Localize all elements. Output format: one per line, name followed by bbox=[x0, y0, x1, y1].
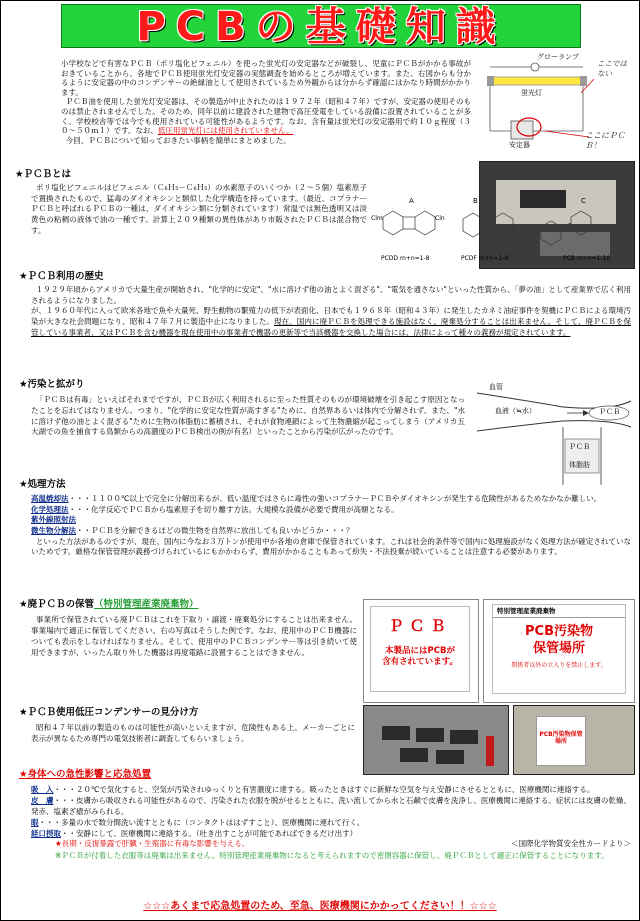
tube-end-right-icon bbox=[580, 76, 587, 86]
section-text-storage bbox=[31, 615, 357, 659]
treatment-term: 高温焼却法 bbox=[31, 494, 69, 503]
section-text-history bbox=[31, 285, 631, 338]
intro-paragraph bbox=[61, 59, 471, 145]
footer-warning: ☆☆☆あくまで応急処置のため、至急、医療機関にかかってください！！☆☆☆ bbox=[143, 901, 497, 912]
pcb-label-line2: 含有されています。 bbox=[382, 657, 458, 668]
page-title: PCBの基礎知識 bbox=[136, 4, 506, 50]
section-text-pcb bbox=[31, 183, 367, 236]
storage-heading: ★廃ＰＣＢの保管 bbox=[19, 599, 95, 610]
storage-sign-photo-text: PCB汚染物保管場所 bbox=[539, 731, 583, 746]
emergency-desc: ・・・２０℃で気化すると、空気が汚染されゆっくりと有害濃度に達する。吸ったときはすぐに新鮮な空気を与え安静にさせるとともに、医療機関に連絡する。 bbox=[53, 785, 595, 794]
history-text-2: が、１９６０年代に入って欧米各地で魚や大量死、野生動物の繁殖力の低下が表面化、日本でも１９６８年（昭和４３年）に発生したカネミ油症事件を契機にＰＣＢによる環境汚染が大きな社会問題になり、昭和４７年７月に製造中止になりました。 bbox=[31, 306, 631, 326]
emergency-term: 経口摂取 bbox=[31, 828, 61, 838]
pcb-vessel-label: ＰＣＢ bbox=[599, 408, 620, 416]
treatment-desc: ・・・化学反応でＰＣＢから塩素原子を切り離す方法。大規模な設備が必要で費用が高額となる。 bbox=[68, 504, 399, 514]
vessel-diagram-svg bbox=[471, 381, 635, 491]
emergency-item bbox=[31, 796, 631, 818]
emergency-desc: ・・安静にして、医療機関に連絡する。（吐き出すことが可能であればできるだけ出す） bbox=[61, 828, 358, 838]
pollution-text: 「ＰＣＢは有毒」といえばそれまでですが、ＰＣＢが広く利用されるに至った性質そのものが環境破壊を引き起こす原因となったことを忘れてはなりません。つまり、"化学的に安定な性質が高すぎる"ために、自然界あるいは体内で分解されず、また、"水に溶けず他の油とよく混ざる"ために生物の体脂肪に蓄積され、それが食物連鎖によって生物濃縮が起こってしまう（アメリカ五大湖での魚を捕食する鳥類からの高濃度のＰＣＢ検出の例が有名）といったことから汚染が広がったのです。 bbox=[31, 395, 465, 437]
storage-sign-top: 特別管理産業廃棄物 bbox=[493, 605, 625, 618]
emergency-heading: ★身体への急性影響と応急処置 bbox=[19, 769, 152, 780]
note-not-here: ここではない bbox=[597, 59, 627, 78]
storage-sign-frame bbox=[492, 604, 626, 694]
history-text-1: １９２９年頃からアメリカで大量生産が開始され、"化学的に安定"、"水に溶けず他の油とよく混ざる"、"電気を通さない"といった性質から、「夢の油」として産業界で広く利用されるようになりました。 bbox=[31, 285, 631, 305]
tube-icon bbox=[493, 77, 581, 85]
storage-sign-line2: 保管場所 bbox=[532, 640, 585, 656]
chem-caption-a: PCDD m+n=1-8 bbox=[381, 255, 430, 262]
section-text-capacitor bbox=[31, 723, 355, 745]
lamp-diagram bbox=[479, 51, 635, 157]
storage-sign-small: 関係者以外の立入りを禁止します。 bbox=[511, 661, 607, 669]
treatment-item bbox=[31, 526, 631, 537]
capacitor-storage-photo bbox=[363, 705, 509, 775]
treatment-text-after: といった方法があるのですが、現在、国内に今なお３万トンが使用中か各地の倉庫で保管されています。これは社会的条件等で国内に処理施設がなく処理方法が確定されていないためです。厳格な保管管理が義務づけられているにもかかわらず、費用がかかることもあって紛失・不法投棄が続いていることは注意する必要があります。 bbox=[31, 536, 631, 557]
chem-clm-a: Clm bbox=[371, 215, 383, 222]
treatment-desc: ・・ＰＣＢを分解できるほどの微生物を自然界に放出しても良いかどうか・・・？ bbox=[76, 525, 354, 535]
pcdd-structure-icon bbox=[383, 211, 435, 235]
section-heading-history: ★ＰＣＢ利用の歴史 bbox=[19, 271, 104, 282]
pcb-label-title: ＰＣＢ bbox=[388, 617, 452, 635]
capacitor-unit-icon bbox=[450, 730, 478, 744]
title-banner bbox=[61, 4, 581, 48]
emergency-longterm-row bbox=[31, 839, 631, 851]
section-text-pollution bbox=[31, 395, 465, 438]
treatment-term: 紫外線照射法 bbox=[31, 515, 76, 525]
chem-label-c: C bbox=[581, 197, 586, 205]
chem-cln-a: Cln bbox=[435, 215, 445, 222]
intro-text-1: 小学校などで有害なＰＣＢ（ポリ塩化ビフェニル）を使った蛍光灯の安定器などが破裂し、児童にＰＣＢがかかる事故がおきていることから、各地でＰＣＢ使用蛍光灯安定器の実態調査を始めるところが増えています。また、右図からも分かるように安定器の中のコンデンサーの絶縁油として使用されているため外観からは分からず確認にはかなり時間がかかります。 bbox=[61, 59, 471, 97]
fat-label: 体脂肪 bbox=[569, 461, 590, 469]
emergency-desc: ・・・多量の水で数分間洗い流すとともに（コンタクトははずすこと）、医療機関に連れて行く。 bbox=[38, 817, 365, 827]
note-pcb-here: ここにＰＣＢ！ bbox=[585, 131, 625, 151]
extinguisher-icon bbox=[486, 736, 494, 766]
treatment-term: 化学処理法 bbox=[31, 504, 69, 514]
emergency-term: 皮 膚 bbox=[31, 795, 54, 805]
intro-text-3-emph: 低圧用蛍光灯には使用されていません。 bbox=[157, 126, 294, 136]
emergency-note: ※ＰＣＢが付着した衣服等は廃棄は出来ません。特別管理産業廃棄物になると考えられますので密閉容器に保管し、廃ＰＣＢとして適正に保管することになります。 bbox=[55, 851, 609, 861]
emergency-longterm: ★長期・反復暴露で肝臓・生殖器に有毒な影響を与える。 bbox=[55, 839, 250, 849]
chem-label-a: A bbox=[409, 197, 414, 205]
vessel-label: 血管 bbox=[489, 383, 503, 391]
tube-end-left-icon bbox=[487, 76, 494, 86]
capacitor-unit-icon bbox=[436, 750, 464, 764]
section-text-emergency bbox=[31, 785, 631, 862]
emergency-term: 吸 入 bbox=[31, 785, 54, 794]
storage-area-photo bbox=[513, 705, 635, 775]
capacitor-unit-icon bbox=[400, 748, 428, 762]
pcb-label-line1: 本製品にはPCBが bbox=[385, 646, 455, 657]
pcb-description: ポリ塩化ビフェニルはビフェニル（Ｃ₆Ｈ₅－Ｃ₆Ｈ₅）の水素原子のいくつか（２～５個）塩素原子で置換されたもので、猛毒のダイオキシンと類似した化学構造を持っています。（最近、コプラナーＰＣＢと呼ばれるＰＣＢの一種は、ダイオキシン類に分類されています）常温では無色透明又は淡黄色の粘稠の液体で油の一種です。計算上２０９種類の異性体があり市販されたＰＣＢは混合物です。 bbox=[31, 183, 367, 235]
section-heading-pcb: ★ＰＣＢとは bbox=[15, 169, 72, 180]
emergency-term: 眼 bbox=[31, 817, 39, 827]
glow-lamp-label: グローランプ bbox=[537, 53, 579, 61]
pcb-label-sample bbox=[363, 599, 479, 703]
emergency-item bbox=[31, 785, 631, 796]
capacitor-unit-icon bbox=[382, 726, 410, 740]
ballast-label: 安定器 bbox=[509, 141, 530, 149]
intro-text-4: 今回、ＰＣＢについて知っておきたい事柄を簡単にまとめました。 bbox=[65, 135, 291, 145]
emergency-item bbox=[31, 829, 631, 840]
capacitor-unit-icon bbox=[416, 728, 444, 742]
treatment-item bbox=[31, 515, 631, 526]
section-heading-storage bbox=[19, 599, 199, 611]
chem-structures-right bbox=[461, 197, 635, 269]
section-text-treatment bbox=[31, 494, 631, 558]
tube-label: 蛍光灯 bbox=[521, 89, 542, 97]
storage-sign-line1: PCB汚染物 bbox=[525, 624, 593, 640]
section-heading-treatment: ★処理方法 bbox=[19, 479, 66, 490]
chem-label-b: B bbox=[473, 197, 478, 205]
pcb-fat-label: ＰＣＢ bbox=[569, 443, 590, 451]
intro-text-3: なお、含有量は蛍光灯の安定器用で約１０ｇ程度（３０～５０ｍｌ）です。なお、 bbox=[61, 116, 472, 136]
emergency-desc: ・・・皮膚から吸収される可能性があるので、汚染された衣服を脱がせるとともに、洗い流してから水と石鹸で皮膚を洗浄し、医療機関に連絡する。症状には皮膚の乾燥、発赤、塩素ざ瘡がみられる。 bbox=[31, 795, 631, 816]
glow-lamp-icon bbox=[531, 63, 539, 71]
section-heading-capacitor: ★ＰＣＢ使用低圧コンデンサーの見分け方 bbox=[19, 707, 199, 718]
emergency-item bbox=[31, 818, 631, 829]
treatment-item bbox=[31, 505, 631, 516]
emergency-source: ＜国際化学物質安全性カードより＞ bbox=[511, 839, 631, 849]
storage-text: 事業所で保管されている廃ＰＣＢはこれを下取り・譲渡・廃棄処分にすることは出来ません。事業場内で適正に保管してください。右の写真はそうした例です。なお、使用中のＰＣＢ機器についても表示をしなければなりません。そして、使用中のＰＣＢコンデンサー等は引き続いて使用できますが、いったん取り外した機器は再度電路に設置することはできません。 bbox=[31, 615, 357, 657]
history-text-3: 現在、国内に廃ＰＣＢを処理できる施設はなく、廃棄処分することは出来ません。そして、廃ＰＣＢを保管している事業者、又はＰＣＢを含む機器を現在使用中の事業者で機器の更新等で当該機器を交換した場合には、法律によって種々の義務が規定されています。 bbox=[31, 316, 631, 337]
chem-caption-c: PCB m+n=1-10 bbox=[563, 255, 611, 262]
storage-sign-sample bbox=[483, 599, 635, 703]
treatment-term: 微生物分解法 bbox=[31, 525, 76, 535]
storage-sign-photo-icon bbox=[536, 716, 586, 766]
arrow-icon bbox=[583, 410, 589, 416]
treatment-item bbox=[31, 494, 631, 505]
section-heading-emergency bbox=[19, 769, 151, 781]
capacitor-text: 昭和４７年以前の製造のものは可能性が高いといえますが、危険性もある上、メーカーごとに表示が異なるため専門の電気技術者に調査してもらいましょう。 bbox=[31, 723, 355, 743]
blood-label: 血液（≒水） bbox=[495, 407, 536, 415]
vessel-diagram bbox=[471, 381, 635, 491]
intro-text-2: ＰＣＢ油を使用した蛍光灯安定器は、その製造が中止されたのは１９７２年（昭和４７年）ですが、安定器の使用そのものは禁止されませんでした。そのため、同年以前に建設された建物で高圧受電をしている設備に設置されていることが多く、学校校舎等では今でも使用されている可能性があるようです。 bbox=[61, 97, 471, 126]
pcb-label-frame bbox=[370, 606, 470, 692]
section-heading-pollution: ★汚染と拡がり bbox=[19, 379, 85, 390]
treatment-desc: ・・・１１００℃以上で完全に分解出来るが、低い温度ではさらに毒性の強いコプラナーＰＣＢやダイオキシンが発生する危険性があるためなかなか難しい。 bbox=[68, 494, 602, 503]
storage-heading-sub: （特別管理産業廃棄物） bbox=[94, 599, 199, 610]
chem-caption-b: PCDF m+n=1-8 bbox=[461, 255, 509, 262]
